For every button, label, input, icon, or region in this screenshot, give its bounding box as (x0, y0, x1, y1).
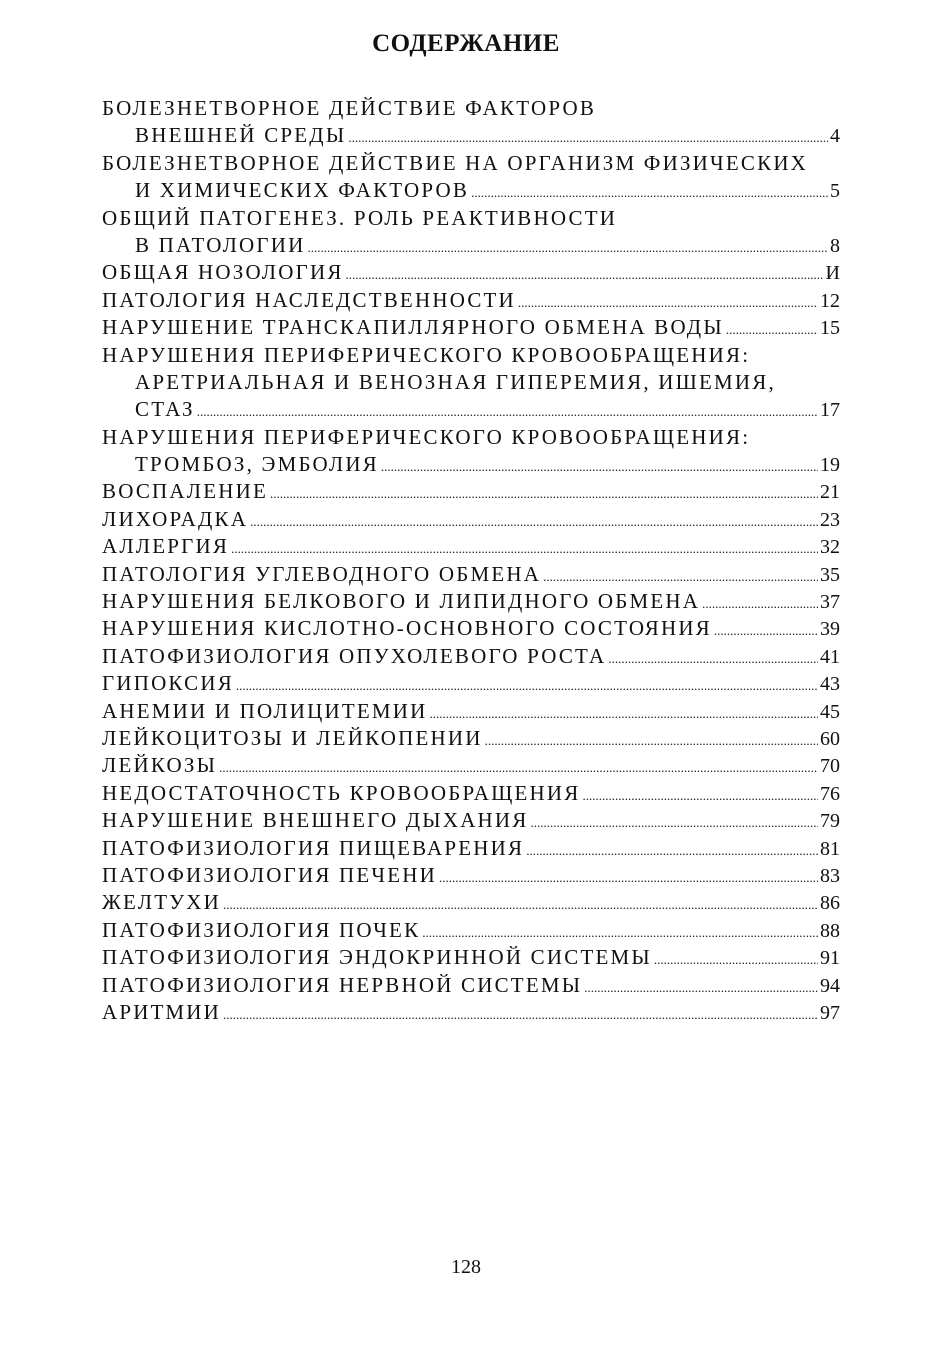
toc-entry-page: 19 (820, 454, 840, 477)
toc-entry (102, 260, 840, 287)
toc-entry-page: 32 (820, 536, 840, 559)
toc-entry-title: В ПАТОЛОГИИ (135, 232, 306, 257)
toc-entry-page: 86 (820, 892, 840, 915)
toc-entry-title: АЛЛЕРГИЯ (102, 534, 230, 559)
toc-entry-title: ВНЕШНЕЙ СРЕДЫ (135, 123, 347, 148)
toc-entry-line (102, 644, 840, 671)
toc-entry-page: 15 (820, 317, 840, 340)
toc-entry-page: 17 (820, 399, 840, 422)
toc-entry-line (102, 753, 840, 780)
toc-entry-line (102, 343, 840, 370)
dot-leader (250, 514, 818, 530)
toc-entry-line (102, 315, 840, 342)
toc-entry (102, 781, 840, 808)
dot-leader (430, 706, 818, 722)
toc-entry-page: 79 (820, 810, 840, 833)
toc-entry-title: СТАЗ (135, 397, 195, 422)
toc-entry-line (102, 452, 840, 479)
toc-entry-line (102, 534, 840, 561)
toc-entry-line (102, 206, 840, 233)
toc-entry-line (102, 836, 840, 863)
toc-entry-line (102, 671, 840, 698)
toc-entry (102, 945, 840, 972)
toc-entry-line (102, 562, 840, 589)
toc-entry-page: 8 (830, 234, 840, 257)
toc-entry (102, 644, 840, 671)
toc-entry (102, 890, 840, 917)
toc-entry-page: 81 (820, 837, 840, 860)
toc-entry (102, 507, 840, 534)
toc-entry-title: ПАТОФИЗИОЛОГИЯ НЕРВНОЙ СИСТЕМЫ (102, 972, 583, 997)
toc-entry-page: 39 (820, 618, 840, 641)
toc-entry-page: 97 (820, 1001, 840, 1024)
toc-entry-line (102, 288, 840, 315)
toc-entry-title: НЕДОСТАТОЧНОСТЬ КРОВООБРАЩЕНИЯ (102, 780, 581, 805)
table-of-contents (102, 96, 840, 1027)
toc-entry (102, 699, 840, 726)
dot-leader (197, 404, 818, 420)
toc-entry (102, 534, 840, 561)
dot-leader (543, 569, 818, 585)
toc-entry-page: 4 (830, 125, 840, 148)
dot-leader (485, 733, 818, 749)
dot-leader (714, 623, 818, 639)
toc-entry-page: 41 (820, 645, 840, 668)
toc-entry-line (102, 699, 840, 726)
dot-leader (270, 486, 818, 502)
toc-entry-line (102, 233, 840, 260)
toc-entry-line (102, 507, 840, 534)
toc-entry-page: 70 (820, 755, 840, 778)
toc-entry-title: ПАТОЛОГИЯ УГЛЕВОДНОГО ОБМЕНА (102, 561, 542, 586)
toc-entry (102, 808, 840, 835)
toc-entry (102, 288, 840, 315)
toc-entry-page: 23 (820, 508, 840, 531)
toc-entry-page: 43 (820, 673, 840, 696)
toc-entry-title: ПАТОЛОГИЯ НАСЛЕДСТВЕННОСТИ (102, 287, 516, 312)
toc-entry-title: ПАТОФИЗИОЛОГИЯ ПИЩЕВАРЕНИЯ (102, 835, 525, 860)
dot-leader (348, 130, 828, 146)
dot-leader (346, 267, 824, 283)
toc-entry (102, 836, 840, 863)
toc-entry (102, 562, 840, 589)
dot-leader (231, 541, 818, 557)
toc-entry-title: ПАТОФИЗИОЛОГИЯ ЭНДОКРИННОЙ СИСТЕМЫ (102, 945, 652, 970)
toc-entry (102, 425, 840, 480)
toc-entry-title: ОБЩИЙ ПАТОГЕНЕЗ. РОЛЬ РЕАКТИВНОСТИ (102, 205, 618, 230)
toc-entry-title: ЛЕЙКОЦИТОЗЫ И ЛЕЙКОПЕНИИ (102, 725, 483, 750)
toc-entry (102, 726, 840, 753)
toc-entry-title: НАРУШЕНИЯ БЕЛКОВОГО И ЛИПИДНОГО ОБМЕНА (102, 589, 701, 614)
dot-leader (471, 185, 828, 201)
dot-leader (726, 322, 818, 338)
toc-entry-title: БОЛЕЗНЕТВОРНОЕ ДЕЙСТВИЕ НА ОРГАНИЗМ ФИЗИЧЕСКИХ (102, 150, 809, 175)
toc-entry-page: 12 (820, 289, 840, 312)
toc-entry-page: 21 (820, 481, 840, 504)
toc-entry-page: 60 (820, 727, 840, 750)
toc-entry-page: 35 (820, 563, 840, 586)
toc-entry (102, 616, 840, 643)
toc-entry-title: ГИПОКСИЯ (102, 671, 234, 696)
toc-entry-title: АНЕМИИ И ПОЛИЦИТЕМИИ (102, 698, 428, 723)
toc-entry-title: БОЛЕЗНЕТВОРНОЕ ДЕЙСТВИЕ ФАКТОРОВ (102, 96, 597, 120)
toc-entry-line (102, 589, 840, 616)
toc-entry-line (102, 123, 840, 150)
toc-entry-line (102, 781, 840, 808)
toc-entry (102, 973, 840, 1000)
dot-leader (608, 651, 818, 667)
toc-entry (102, 671, 840, 698)
page-number: 128 (451, 1256, 481, 1278)
toc-entry-line (102, 945, 840, 972)
toc-entry-title: ВОСПАЛЕНИЕ (102, 479, 268, 504)
toc-entry-line (102, 479, 840, 506)
toc-entry-page: 37 (820, 591, 840, 614)
toc-entry (102, 315, 840, 342)
dot-leader (582, 788, 818, 804)
dot-leader (584, 980, 818, 996)
toc-entry-line (102, 397, 840, 424)
dot-leader (381, 459, 818, 475)
toc-entry-title: НАРУШЕНИЕ ВНЕШНЕГО ДЫХАНИЯ (102, 808, 529, 833)
dot-leader (223, 1007, 818, 1023)
dot-leader (219, 760, 818, 776)
toc-entry-title: ЖЕЛТУХИ (102, 890, 222, 915)
toc-entry-title: ЛЕЙКОЗЫ (102, 753, 218, 778)
toc-entry-line (102, 96, 840, 123)
toc-entry (102, 343, 840, 425)
toc-entry-title: НАРУШЕНИЕ ТРАНСКАПИЛЛЯРНОГО ОБМЕНА ВОДЫ (102, 315, 724, 340)
toc-entry (102, 863, 840, 890)
toc-entry-line (102, 726, 840, 753)
dot-leader (236, 678, 818, 694)
toc-entry-line (102, 151, 840, 178)
toc-entry-title: НАРУШЕНИЯ КИСЛОТНО-ОСНОВНОГО СОСТОЯНИЯ (102, 616, 712, 641)
toc-entry (102, 479, 840, 506)
toc-entry-title: ПАТОФИЗИОЛОГИЯ ПОЧЕК (102, 917, 421, 942)
toc-entry-page: 91 (820, 947, 840, 970)
toc-entry-line (102, 616, 840, 643)
toc-entry (102, 206, 840, 261)
toc-entry-title: ЛИХОРАДКА (102, 506, 249, 531)
toc-entry (102, 589, 840, 616)
toc-entry-title: АРЕТРИАЛЬНАЯ И ВЕНОЗНАЯ ГИПЕРЕМИЯ, ИШЕМИЯ, (135, 369, 776, 394)
toc-entry-title: ПАТОФИЗИОЛОГИЯ ПЕЧЕНИ (102, 862, 437, 887)
dot-leader (422, 925, 818, 941)
dot-leader (531, 815, 819, 831)
toc-entry-line (102, 808, 840, 835)
dot-leader (308, 240, 829, 256)
dot-leader (223, 897, 818, 913)
dot-leader (702, 596, 818, 612)
toc-entry-line (102, 178, 840, 205)
toc-entry-page: И (825, 262, 840, 285)
toc-entry-title: ОБЩАЯ НОЗОЛОГИЯ (102, 260, 344, 285)
toc-entry (102, 918, 840, 945)
toc-entry-title: АРИТМИИ (102, 999, 221, 1024)
toc-entry-line (102, 1000, 840, 1027)
dot-leader (654, 952, 818, 968)
dot-leader (526, 843, 818, 859)
toc-entry-title: ПАТОФИЗИОЛОГИЯ ОПУХОЛЕВОГО РОСТА (102, 643, 607, 668)
toc-entry (102, 1000, 840, 1027)
toc-entry-page: 88 (820, 919, 840, 942)
toc-entry-page: 76 (820, 782, 840, 805)
toc-entry (102, 151, 840, 206)
dot-leader (439, 870, 818, 886)
toc-title: СОДЕРЖАНИЕ (372, 30, 560, 57)
toc-entry (102, 753, 840, 780)
toc-entry-title: НАРУШЕНИЯ ПЕРИФЕРИЧЕСКОГО КРОВООБРАЩЕНИЯ: (102, 342, 751, 367)
toc-entry-line (102, 260, 840, 287)
toc-entry-page: 83 (820, 864, 840, 887)
toc-entry-line (102, 863, 840, 890)
toc-entry-title: ТРОМБОЗ, ЭМБОЛИЯ (135, 452, 379, 477)
toc-entry-title: НАРУШЕНИЯ ПЕРИФЕРИЧЕСКОГО КРОВООБРАЩЕНИЯ: (102, 424, 751, 449)
toc-entry-title: И ХИМИЧЕСКИХ ФАКТОРОВ (135, 178, 470, 203)
toc-entry-line (102, 370, 840, 397)
toc-entry-line (102, 425, 840, 452)
toc-entry-page: 5 (830, 180, 840, 203)
toc-entry-line (102, 890, 840, 917)
toc-entry-page: 94 (820, 974, 840, 997)
toc-entry (102, 96, 840, 151)
toc-entry-page: 45 (820, 700, 840, 723)
toc-entry-line (102, 973, 840, 1000)
dot-leader (518, 295, 818, 311)
toc-entry-line (102, 918, 840, 945)
